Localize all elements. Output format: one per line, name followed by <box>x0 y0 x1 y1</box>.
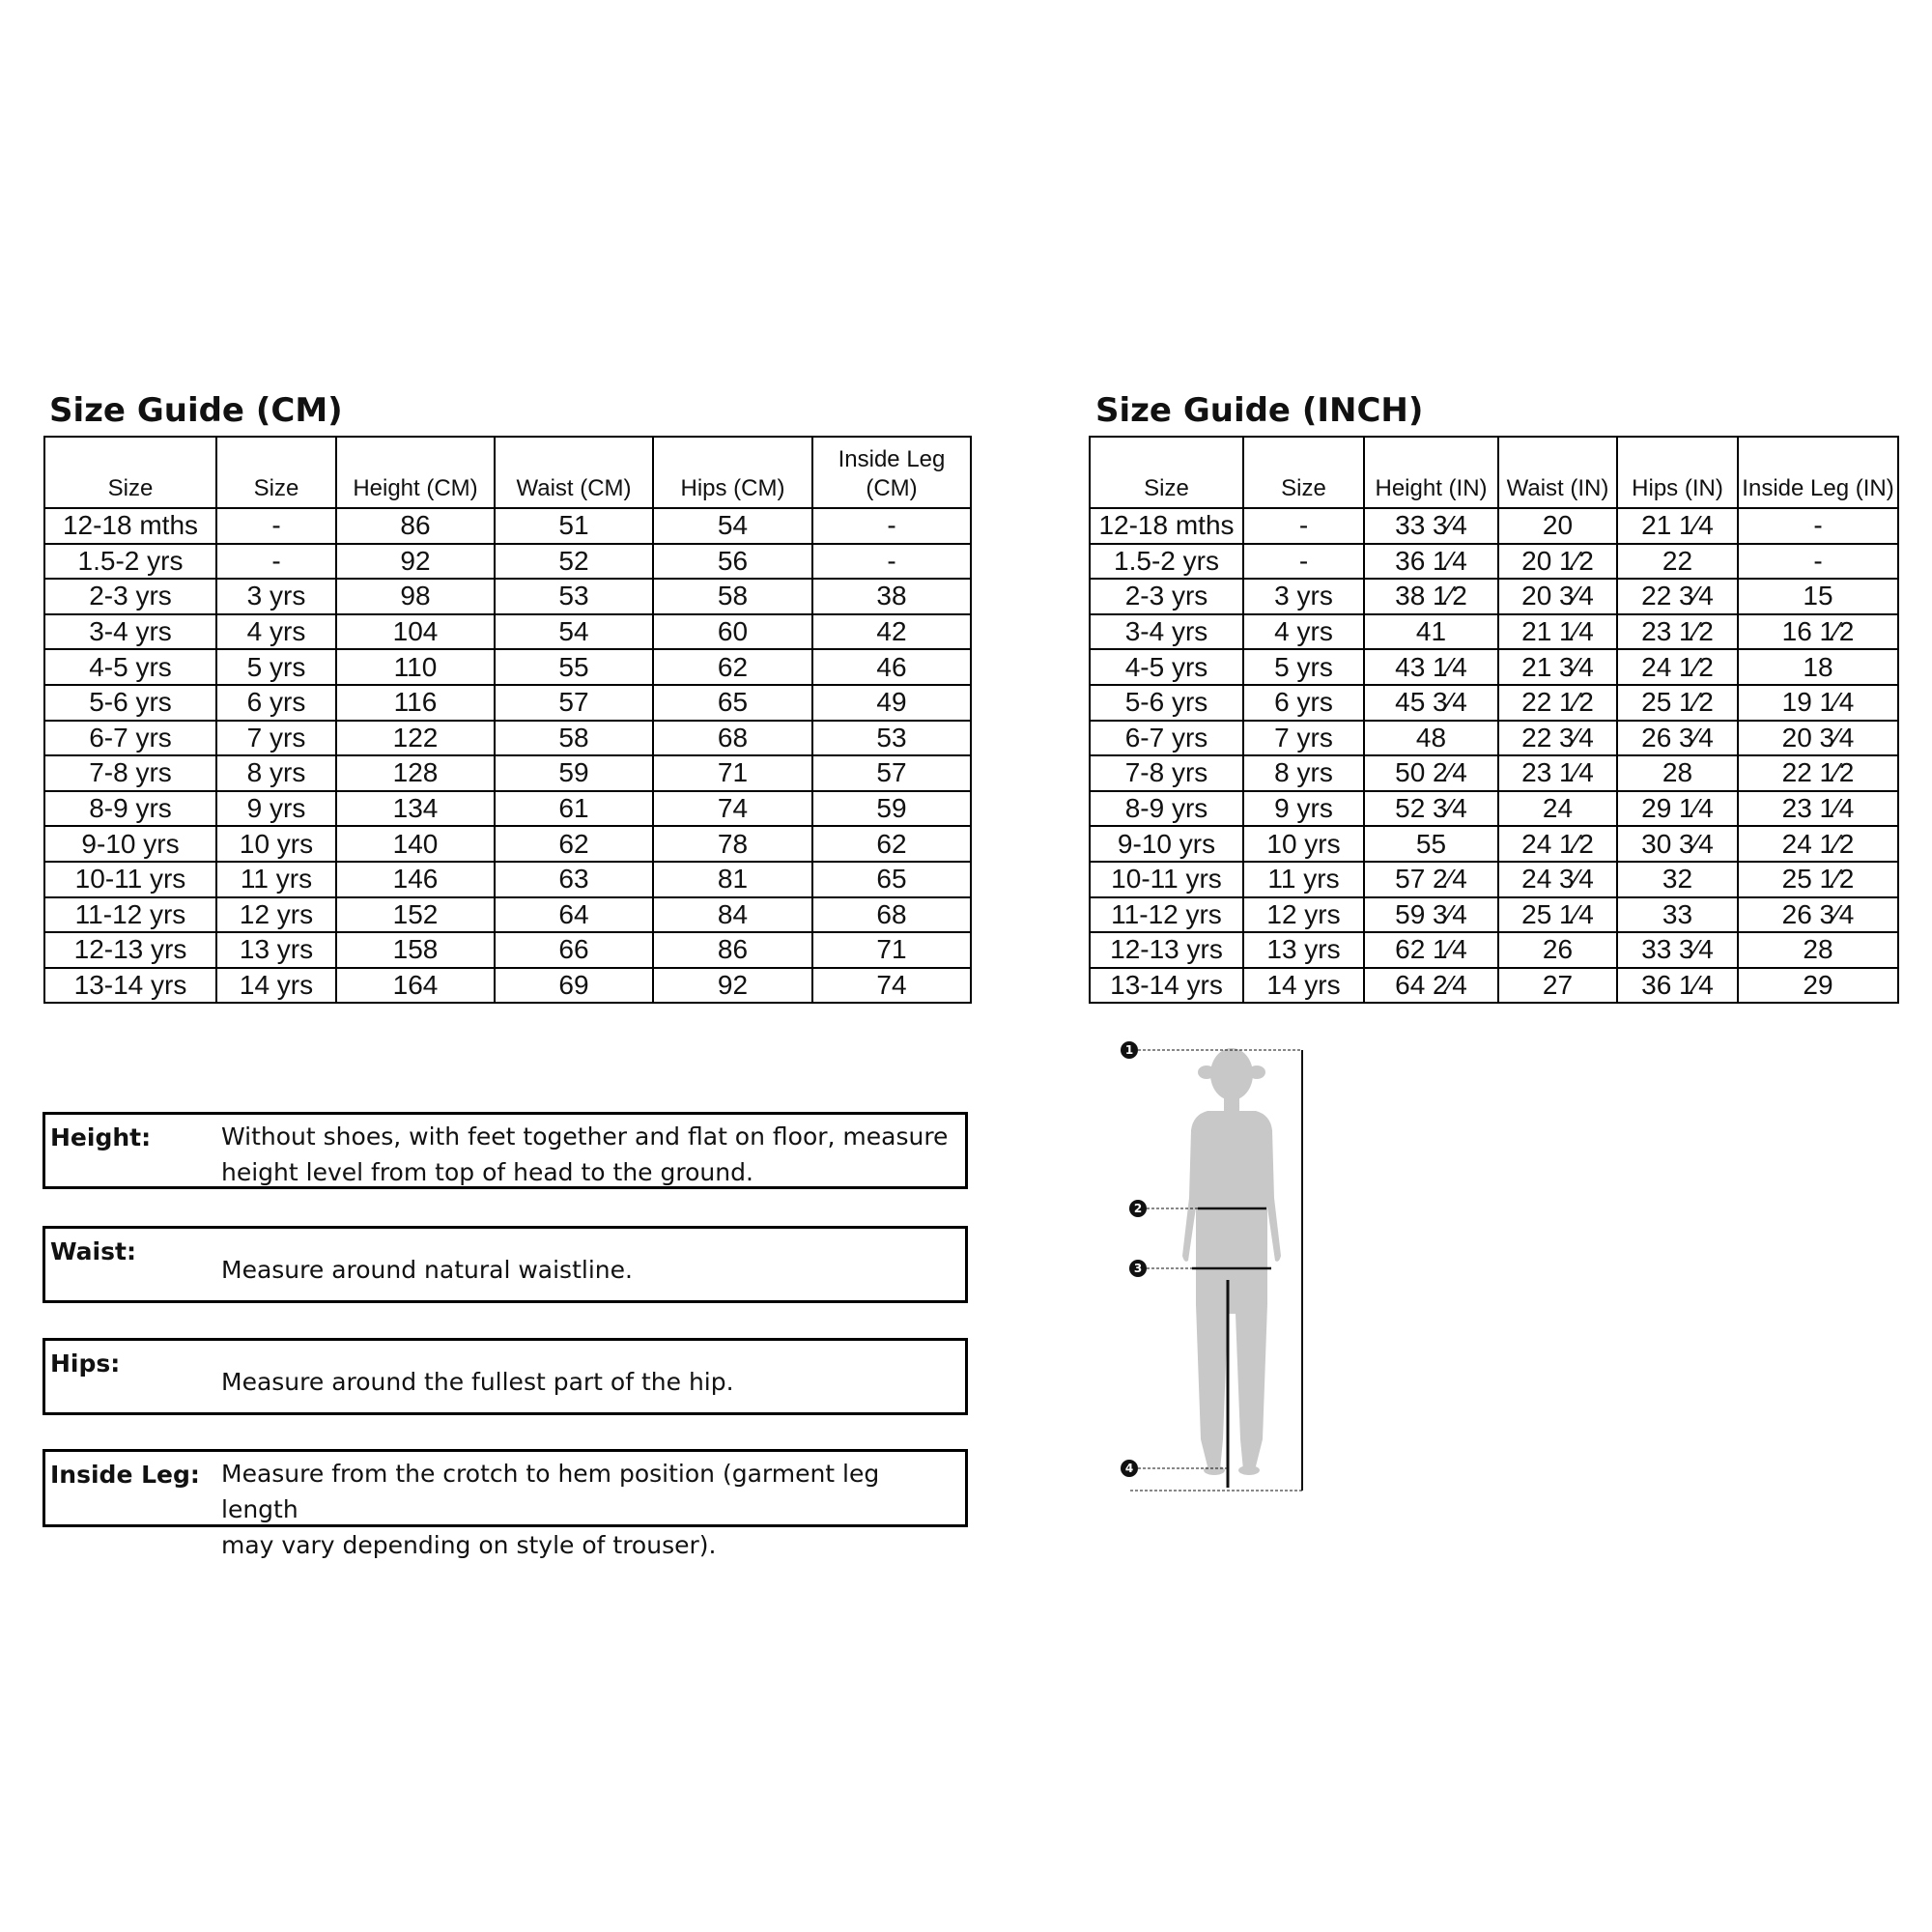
table-cell: - <box>216 508 336 544</box>
table-cell: 11 yrs <box>1243 862 1364 897</box>
size-guide-inch-table <box>1089 436 1899 1004</box>
table-cell: 29 <box>1738 968 1898 1004</box>
table-cell: 62 <box>495 826 653 862</box>
marker-3 <box>1129 1260 1147 1277</box>
table-cell: - <box>1738 544 1898 580</box>
table-cell: 22 1⁄2 <box>1738 755 1898 791</box>
table-row <box>44 579 971 614</box>
table-cell: 26 3⁄4 <box>1617 721 1738 756</box>
table-cell: 52 3⁄4 <box>1364 791 1498 827</box>
waist-description <box>221 1252 955 1288</box>
table-row <box>1090 614 1898 650</box>
table-row <box>1090 826 1898 862</box>
table-cell: 24 1⁄2 <box>1617 649 1738 685</box>
table-row <box>1090 755 1898 791</box>
table-cell: 38 1⁄2 <box>1364 579 1498 614</box>
height-term: Height: <box>50 1123 152 1151</box>
table-cell: 52 <box>495 544 653 580</box>
table-header-row <box>44 437 971 508</box>
table-cell: 33 3⁄4 <box>1617 932 1738 968</box>
table-cell: 21 1⁄4 <box>1617 508 1738 544</box>
table-row <box>44 932 971 968</box>
table-cell: 15 <box>1738 579 1898 614</box>
table-cell: 30 3⁄4 <box>1617 826 1738 862</box>
table-cell: 29 1⁄4 <box>1617 791 1738 827</box>
table-cell: 20 3⁄4 <box>1738 721 1898 756</box>
table-cell: 50 2⁄4 <box>1364 755 1498 791</box>
table-cell: 68 <box>812 897 971 933</box>
table-cell: 25 1⁄4 <box>1498 897 1617 933</box>
table-cell: 134 <box>336 791 495 827</box>
table-cell: 65 <box>812 862 971 897</box>
table-cell: 4-5 yrs <box>44 649 216 685</box>
table-cell: 16 1⁄2 <box>1738 614 1898 650</box>
table-row <box>44 649 971 685</box>
table-cell: 22 <box>1617 544 1738 580</box>
table-row <box>44 862 971 897</box>
table-row <box>44 685 971 721</box>
child-figure-silhouette <box>1182 1048 1281 1475</box>
table-cell: 49 <box>812 685 971 721</box>
table-cell: 53 <box>812 721 971 756</box>
table-cell: 21 1⁄4 <box>1498 614 1617 650</box>
inside-leg-description <box>221 1456 955 1563</box>
table-cell: 22 1⁄2 <box>1498 685 1617 721</box>
table-cell: 28 <box>1617 755 1738 791</box>
table-cell: 10 yrs <box>1243 826 1364 862</box>
table-cell: 23 1⁄4 <box>1498 755 1617 791</box>
table-cell: 62 1⁄4 <box>1364 932 1498 968</box>
table-cell: 22 3⁄4 <box>1617 579 1738 614</box>
table-cell: 36 1⁄4 <box>1364 544 1498 580</box>
table-cell: 4 yrs <box>216 614 336 650</box>
column-header: Inside Leg (CM) <box>812 437 971 508</box>
column-header: Size <box>1090 437 1243 508</box>
table-row <box>44 968 971 1004</box>
table-cell: 98 <box>336 579 495 614</box>
table-cell: 21 3⁄4 <box>1498 649 1617 685</box>
table-cell: 71 <box>653 755 812 791</box>
table-cell: 43 1⁄4 <box>1364 649 1498 685</box>
table-row <box>1090 862 1898 897</box>
table-row <box>1090 544 1898 580</box>
table-cell: 22 3⁄4 <box>1498 721 1617 756</box>
table-cell: 62 <box>812 826 971 862</box>
description-line: height level from top of head to the ground. <box>221 1158 753 1186</box>
column-header: Waist (CM) <box>495 437 653 508</box>
table-cell: 41 <box>1364 614 1498 650</box>
table-cell: 55 <box>1364 826 1498 862</box>
table-cell: 92 <box>653 968 812 1004</box>
description-line: Measure from the crotch to hem position (garment leg length <box>221 1460 880 1523</box>
table-cell: 18 <box>1738 649 1898 685</box>
table-cell: 57 <box>495 685 653 721</box>
table-cell: 36 1⁄4 <box>1617 968 1738 1004</box>
table-cell: 74 <box>812 968 971 1004</box>
table-cell: 78 <box>653 826 812 862</box>
description-line: Without shoes, with feet together and flat on floor, measure <box>221 1122 949 1151</box>
table-cell: 11-12 yrs <box>44 897 216 933</box>
table-row <box>44 897 971 933</box>
height-description <box>221 1119 955 1190</box>
table-cell: 158 <box>336 932 495 968</box>
table-cell: 140 <box>336 826 495 862</box>
table-cell: 5-6 yrs <box>44 685 216 721</box>
table-row <box>1090 649 1898 685</box>
table-cell: 7 yrs <box>1243 721 1364 756</box>
table-cell: 46 <box>812 649 971 685</box>
column-header: Height (IN) <box>1364 437 1498 508</box>
marker-2 <box>1129 1200 1147 1217</box>
table-cell: 2-3 yrs <box>1090 579 1243 614</box>
table-row <box>1090 721 1898 756</box>
table-cell: 20 3⁄4 <box>1498 579 1617 614</box>
column-header: Inside Leg (IN) <box>1738 437 1898 508</box>
column-header: Waist (IN) <box>1498 437 1617 508</box>
table-cell: 3-4 yrs <box>1090 614 1243 650</box>
table-cell: 59 <box>812 791 971 827</box>
table-cell: 92 <box>336 544 495 580</box>
hips-description <box>221 1364 955 1400</box>
column-header: Size <box>1243 437 1364 508</box>
waist-definition-box <box>43 1226 968 1303</box>
waist-term: Waist: <box>50 1237 136 1265</box>
table-cell: 11-12 yrs <box>1090 897 1243 933</box>
table-cell: 86 <box>653 932 812 968</box>
table-cell: 4-5 yrs <box>1090 649 1243 685</box>
table-cell: 24 <box>1498 791 1617 827</box>
table-cell: 9-10 yrs <box>44 826 216 862</box>
table-cell: 110 <box>336 649 495 685</box>
table-row <box>44 755 971 791</box>
table-cell: 8 yrs <box>1243 755 1364 791</box>
table-cell: 63 <box>495 862 653 897</box>
table-cell: 13 yrs <box>1243 932 1364 968</box>
svg-text:2: 2 <box>1133 1202 1143 1215</box>
description-line: Measure around natural waistline. <box>221 1256 633 1284</box>
table-cell: 61 <box>495 791 653 827</box>
table-cell: - <box>1738 508 1898 544</box>
table-cell: 10-11 yrs <box>1090 862 1243 897</box>
table-cell: 24 3⁄4 <box>1498 862 1617 897</box>
table-cell: 57 2⁄4 <box>1364 862 1498 897</box>
table-cell: 58 <box>495 721 653 756</box>
inside-leg-term: Inside Leg: <box>50 1461 200 1489</box>
table-cell: 74 <box>653 791 812 827</box>
table-cell: 13 yrs <box>216 932 336 968</box>
table-cell: 14 yrs <box>1243 968 1364 1004</box>
table-cell: 8-9 yrs <box>1090 791 1243 827</box>
table-cell: 66 <box>495 932 653 968</box>
table-cell: 26 <box>1498 932 1617 968</box>
table-row <box>1090 579 1898 614</box>
table-cell: 11 yrs <box>216 862 336 897</box>
table-cell: 51 <box>495 508 653 544</box>
table-cell: 27 <box>1498 968 1617 1004</box>
table-cell: 65 <box>653 685 812 721</box>
table-cell: 56 <box>653 544 812 580</box>
table-cell: 12-18 mths <box>44 508 216 544</box>
table-cell: 7-8 yrs <box>1090 755 1243 791</box>
column-header: Size <box>44 437 216 508</box>
table-cell: 33 3⁄4 <box>1364 508 1498 544</box>
table-cell: 12-13 yrs <box>1090 932 1243 968</box>
table-cell: 6-7 yrs <box>1090 721 1243 756</box>
table-cell: 7-8 yrs <box>44 755 216 791</box>
description-line: may vary depending on style of trouser). <box>221 1531 717 1559</box>
table-cell: 12-18 mths <box>1090 508 1243 544</box>
table-cell: 146 <box>336 862 495 897</box>
table-cell: 59 <box>495 755 653 791</box>
table-row <box>1090 932 1898 968</box>
table-cell: - <box>216 544 336 580</box>
table-cell: 20 1⁄2 <box>1498 544 1617 580</box>
table-cell: 26 3⁄4 <box>1738 897 1898 933</box>
table-row <box>44 721 971 756</box>
table-cell: 3 yrs <box>216 579 336 614</box>
table-cell: 54 <box>495 614 653 650</box>
table-row <box>1090 968 1898 1004</box>
table-cell: 25 1⁄2 <box>1617 685 1738 721</box>
table-cell: 9 yrs <box>216 791 336 827</box>
table-cell: 58 <box>653 579 812 614</box>
table-cell: 12-13 yrs <box>44 932 216 968</box>
table-cell: 12 yrs <box>216 897 336 933</box>
svg-text:1: 1 <box>1124 1043 1134 1057</box>
table-cell: 55 <box>495 649 653 685</box>
table-cell: 1.5-2 yrs <box>1090 544 1243 580</box>
table-row <box>44 791 971 827</box>
table-cell: 116 <box>336 685 495 721</box>
table-cell: 128 <box>336 755 495 791</box>
table-cell: - <box>812 544 971 580</box>
table-cell: 64 <box>495 897 653 933</box>
description-line: Measure around the fullest part of the hip. <box>221 1368 734 1396</box>
table-cell: 42 <box>812 614 971 650</box>
table-cell: 104 <box>336 614 495 650</box>
table-cell: 10-11 yrs <box>44 862 216 897</box>
table-cell: 20 <box>1498 508 1617 544</box>
table-cell: 14 yrs <box>216 968 336 1004</box>
table-cell: 5 yrs <box>1243 649 1364 685</box>
inside-leg-definition-box <box>43 1449 968 1559</box>
table-cell: 59 3⁄4 <box>1364 897 1498 933</box>
table-cell: 54 <box>653 508 812 544</box>
table-cell: 64 2⁄4 <box>1364 968 1498 1004</box>
table-cell: 60 <box>653 614 812 650</box>
height-definition-box <box>43 1112 968 1189</box>
column-header: Hips (IN) <box>1617 437 1738 508</box>
table-cell: 38 <box>812 579 971 614</box>
table-cell: 6 yrs <box>1243 685 1364 721</box>
column-header: Hips (CM) <box>653 437 812 508</box>
table-header-row <box>1090 437 1898 508</box>
table-cell: 19 1⁄4 <box>1738 685 1898 721</box>
table-cell: 4 yrs <box>1243 614 1364 650</box>
table-cell: 32 <box>1617 862 1738 897</box>
table-cell: 28 <box>1738 932 1898 968</box>
table-cell: 8-9 yrs <box>44 791 216 827</box>
table-cell: 1.5-2 yrs <box>44 544 216 580</box>
body-measurement-diagram <box>1111 1034 1323 1497</box>
table-cell: 6 yrs <box>216 685 336 721</box>
table-cell: 2-3 yrs <box>44 579 216 614</box>
table-cell: 57 <box>812 755 971 791</box>
table-cell: 84 <box>653 897 812 933</box>
table-cell: 23 1⁄4 <box>1738 791 1898 827</box>
table-cell: 13-14 yrs <box>1090 968 1243 1004</box>
table-cell: 33 <box>1617 897 1738 933</box>
table-row <box>44 826 971 862</box>
svg-text:4: 4 <box>1124 1462 1134 1475</box>
table-cell: 68 <box>653 721 812 756</box>
table-cell: 81 <box>653 862 812 897</box>
table-row <box>44 544 971 580</box>
column-header: Size <box>216 437 336 508</box>
table-row <box>1090 685 1898 721</box>
column-header: Height (CM) <box>336 437 495 508</box>
table-cell: 6-7 yrs <box>44 721 216 756</box>
hips-definition-box <box>43 1338 968 1415</box>
table-cell: 23 1⁄2 <box>1617 614 1738 650</box>
table-cell: 48 <box>1364 721 1498 756</box>
table-cell: 8 yrs <box>216 755 336 791</box>
table-cell: 25 1⁄2 <box>1738 862 1898 897</box>
table-cell: 164 <box>336 968 495 1004</box>
table-row <box>44 508 971 544</box>
table-cell: 9-10 yrs <box>1090 826 1243 862</box>
svg-text:3: 3 <box>1133 1262 1143 1275</box>
table-cell: - <box>1243 508 1364 544</box>
table-cell: 3 yrs <box>1243 579 1364 614</box>
table-cell: 9 yrs <box>1243 791 1364 827</box>
table-cell: 69 <box>495 968 653 1004</box>
table-cell: 10 yrs <box>216 826 336 862</box>
table-cell: 62 <box>653 649 812 685</box>
table-cell: 24 1⁄2 <box>1738 826 1898 862</box>
table-cell: 5 yrs <box>216 649 336 685</box>
size-guide-cm-table <box>43 436 972 1004</box>
table-row <box>44 614 971 650</box>
table-row <box>1090 791 1898 827</box>
table-cell: 12 yrs <box>1243 897 1364 933</box>
table-cell: - <box>812 508 971 544</box>
size-guide-cm-title: Size Guide (CM) <box>49 391 343 430</box>
table-cell: 53 <box>495 579 653 614</box>
table-cell: 71 <box>812 932 971 968</box>
table-cell: 24 1⁄2 <box>1498 826 1617 862</box>
table-cell: 86 <box>336 508 495 544</box>
table-cell: 152 <box>336 897 495 933</box>
marker-4 <box>1121 1460 1138 1477</box>
table-row <box>1090 897 1898 933</box>
table-cell: 122 <box>336 721 495 756</box>
size-guide-inch-title: Size Guide (INCH) <box>1095 391 1424 430</box>
table-cell: 3-4 yrs <box>44 614 216 650</box>
table-cell: 7 yrs <box>216 721 336 756</box>
table-cell: 45 3⁄4 <box>1364 685 1498 721</box>
table-cell: - <box>1243 544 1364 580</box>
table-cell: 5-6 yrs <box>1090 685 1243 721</box>
table-row <box>1090 508 1898 544</box>
table-cell: 13-14 yrs <box>44 968 216 1004</box>
marker-1 <box>1121 1041 1138 1059</box>
hips-term: Hips: <box>50 1350 121 1378</box>
